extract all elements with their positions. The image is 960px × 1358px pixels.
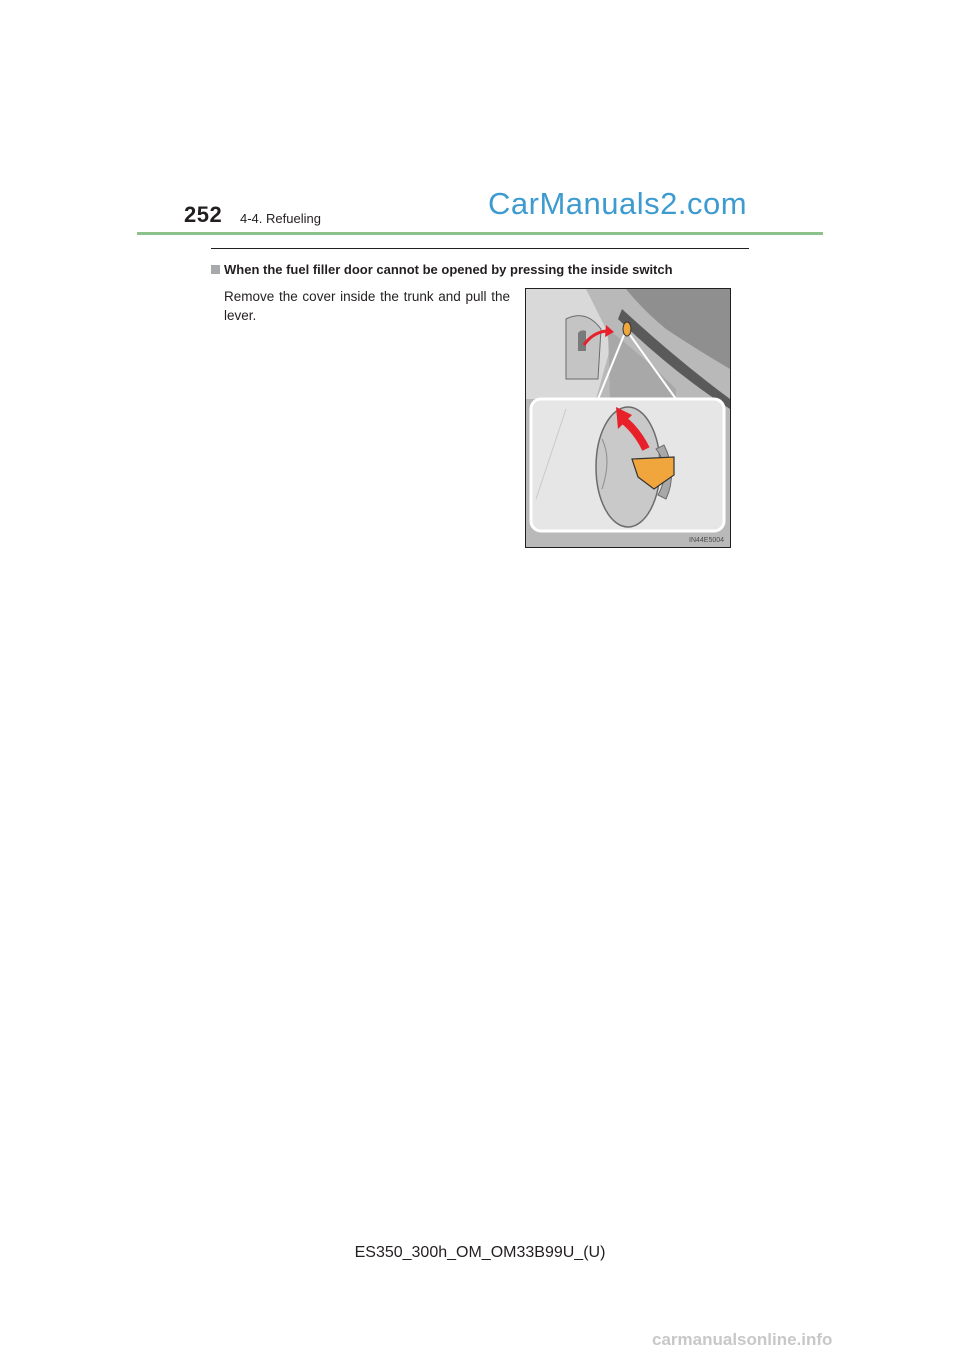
watermark-bottom[interactable]: carmanualsonline.info — [652, 1330, 833, 1349]
watermark-top[interactable]: CarManuals2.com — [488, 186, 748, 221]
trunk-lever-illustration — [525, 288, 731, 548]
footer-manual-code: ES350_300h_OM_OM33B99U_(U) — [354, 1244, 606, 1261]
figure-code: IN44E5004 — [689, 537, 725, 544]
cover-opening — [578, 330, 586, 351]
body-paragraph: Remove the cover inside the trunk and pull the lever. — [224, 289, 510, 323]
section-title: 4-4. Refueling — [240, 211, 321, 226]
subheading — [211, 262, 673, 277]
small-lever — [623, 322, 631, 336]
illustration-svg — [526, 289, 730, 547]
subheading-text: When the fuel filler door cannot be opened by pressing the inside switch — [224, 262, 673, 277]
header-rule — [137, 232, 823, 235]
square-bullet-icon — [211, 265, 220, 274]
page-number: 252 — [184, 202, 223, 227]
subheading-rule — [211, 248, 749, 249]
